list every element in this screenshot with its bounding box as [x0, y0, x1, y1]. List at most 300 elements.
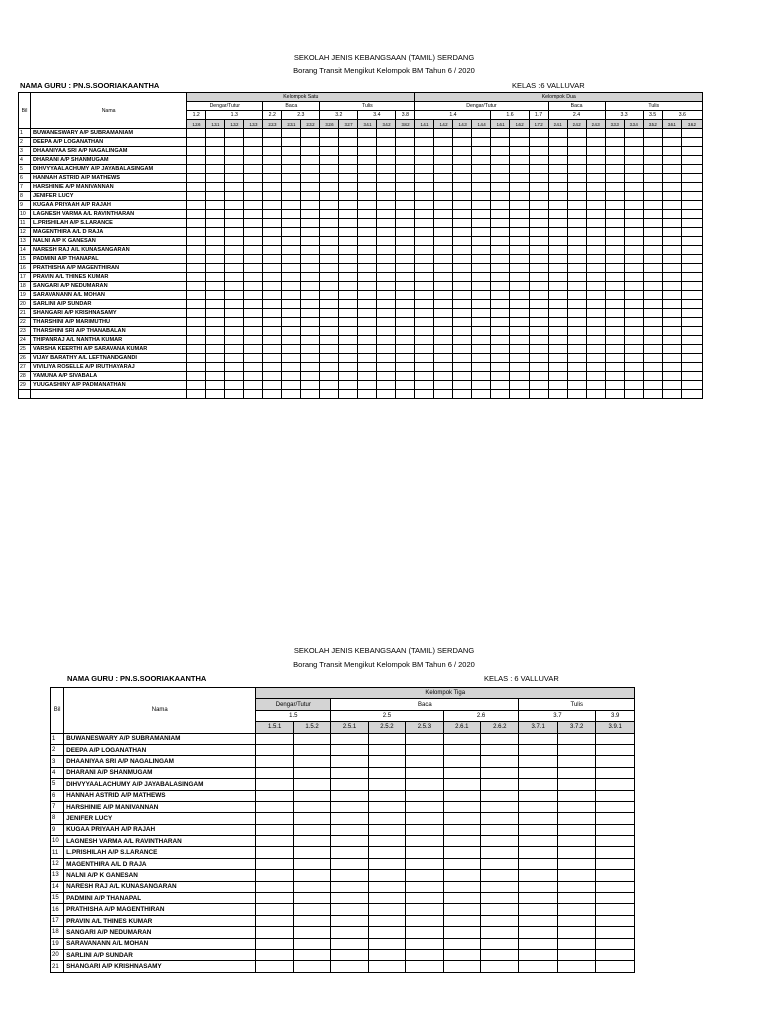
mark-cell[interactable] [681, 390, 702, 399]
mark-cell[interactable] [643, 183, 662, 192]
mark-cell[interactable] [368, 779, 405, 790]
mark-cell[interactable] [643, 273, 662, 282]
mark-cell[interactable] [662, 282, 681, 291]
mark-cell[interactable] [529, 246, 548, 255]
mark-cell[interactable] [662, 372, 681, 381]
mark-cell[interactable] [301, 174, 320, 183]
mark-cell[interactable] [358, 354, 377, 363]
mark-cell[interactable] [282, 201, 301, 210]
mark-cell[interactable] [293, 824, 330, 835]
mark-cell[interactable] [472, 264, 491, 273]
mark-cell[interactable] [491, 273, 510, 282]
mark-cell[interactable] [567, 372, 586, 381]
mark-cell[interactable] [282, 156, 301, 165]
mark-cell[interactable] [339, 300, 358, 309]
mark-cell[interactable] [331, 858, 368, 869]
mark-cell[interactable] [244, 228, 263, 237]
mark-cell[interactable] [225, 273, 244, 282]
mark-cell[interactable] [491, 318, 510, 327]
mark-cell[interactable] [453, 363, 472, 372]
mark-cell[interactable] [586, 345, 605, 354]
mark-cell[interactable] [377, 390, 396, 399]
mark-cell[interactable] [256, 813, 293, 824]
mark-cell[interactable] [567, 156, 586, 165]
mark-cell[interactable] [472, 156, 491, 165]
mark-cell[interactable] [453, 372, 472, 381]
mark-cell[interactable] [624, 300, 643, 309]
mark-cell[interactable] [339, 354, 358, 363]
mark-cell[interactable] [481, 790, 519, 801]
mark-cell[interactable] [548, 138, 567, 147]
mark-cell[interactable] [481, 801, 519, 812]
mark-cell[interactable] [263, 201, 282, 210]
mark-cell[interactable] [624, 255, 643, 264]
mark-cell[interactable] [605, 246, 624, 255]
mark-cell[interactable] [453, 192, 472, 201]
mark-cell[interactable] [282, 210, 301, 219]
mark-cell[interactable] [586, 309, 605, 318]
mark-cell[interactable] [293, 927, 330, 938]
mark-cell[interactable] [339, 282, 358, 291]
mark-cell[interactable] [187, 273, 206, 282]
mark-cell[interactable] [491, 183, 510, 192]
mark-cell[interactable] [643, 390, 662, 399]
mark-cell[interactable] [491, 327, 510, 336]
mark-cell[interactable] [481, 847, 519, 858]
mark-cell[interactable] [320, 192, 339, 201]
mark-cell[interactable] [567, 390, 586, 399]
mark-cell[interactable] [406, 767, 443, 778]
mark-cell[interactable] [406, 961, 443, 972]
mark-cell[interactable] [510, 264, 529, 273]
mark-cell[interactable] [339, 273, 358, 282]
mark-cell[interactable] [453, 282, 472, 291]
mark-cell[interactable] [624, 390, 643, 399]
mark-cell[interactable] [548, 300, 567, 309]
mark-cell[interactable] [206, 192, 225, 201]
mark-cell[interactable] [453, 210, 472, 219]
mark-cell[interactable] [206, 174, 225, 183]
mark-cell[interactable] [596, 927, 635, 938]
mark-cell[interactable] [263, 255, 282, 264]
mark-cell[interactable] [377, 354, 396, 363]
mark-cell[interactable] [415, 273, 434, 282]
mark-cell[interactable] [293, 870, 330, 881]
mark-cell[interactable] [443, 779, 480, 790]
mark-cell[interactable] [377, 255, 396, 264]
mark-cell[interactable] [415, 372, 434, 381]
mark-cell[interactable] [187, 282, 206, 291]
mark-cell[interactable] [301, 237, 320, 246]
mark-cell[interactable] [643, 255, 662, 264]
mark-cell[interactable] [339, 138, 358, 147]
mark-cell[interactable] [529, 318, 548, 327]
mark-cell[interactable] [586, 390, 605, 399]
mark-cell[interactable] [662, 165, 681, 174]
mark-cell[interactable] [225, 363, 244, 372]
mark-cell[interactable] [643, 237, 662, 246]
mark-cell[interactable] [301, 219, 320, 228]
mark-cell[interactable] [187, 201, 206, 210]
mark-cell[interactable] [443, 893, 480, 904]
mark-cell[interactable] [510, 165, 529, 174]
mark-cell[interactable] [282, 237, 301, 246]
mark-cell[interactable] [244, 264, 263, 273]
mark-cell[interactable] [244, 354, 263, 363]
mark-cell[interactable] [586, 264, 605, 273]
mark-cell[interactable] [339, 336, 358, 345]
mark-cell[interactable] [263, 237, 282, 246]
mark-cell[interactable] [481, 961, 519, 972]
mark-cell[interactable] [358, 327, 377, 336]
mark-cell[interactable] [331, 767, 368, 778]
mark-cell[interactable] [491, 300, 510, 309]
mark-cell[interactable] [586, 219, 605, 228]
mark-cell[interactable] [453, 174, 472, 183]
mark-cell[interactable] [510, 138, 529, 147]
mark-cell[interactable] [510, 246, 529, 255]
mark-cell[interactable] [225, 282, 244, 291]
mark-cell[interactable] [396, 273, 415, 282]
mark-cell[interactable] [301, 183, 320, 192]
mark-cell[interactable] [434, 327, 453, 336]
mark-cell[interactable] [643, 282, 662, 291]
mark-cell[interactable] [491, 129, 510, 138]
mark-cell[interactable] [331, 927, 368, 938]
mark-cell[interactable] [244, 237, 263, 246]
mark-cell[interactable] [624, 138, 643, 147]
mark-cell[interactable] [187, 345, 206, 354]
mark-cell[interactable] [434, 174, 453, 183]
mark-cell[interactable] [643, 381, 662, 390]
mark-cell[interactable] [206, 147, 225, 156]
mark-cell[interactable] [491, 246, 510, 255]
mark-cell[interactable] [472, 165, 491, 174]
mark-cell[interactable] [519, 779, 557, 790]
mark-cell[interactable] [244, 327, 263, 336]
mark-cell[interactable] [605, 300, 624, 309]
mark-cell[interactable] [548, 318, 567, 327]
mark-cell[interactable] [548, 309, 567, 318]
mark-cell[interactable] [377, 318, 396, 327]
mark-cell[interactable] [434, 282, 453, 291]
mark-cell[interactable] [263, 264, 282, 273]
mark-cell[interactable] [605, 345, 624, 354]
mark-cell[interactable] [443, 904, 480, 915]
mark-cell[interactable] [396, 255, 415, 264]
mark-cell[interactable] [443, 813, 480, 824]
mark-cell[interactable] [605, 228, 624, 237]
mark-cell[interactable] [206, 228, 225, 237]
mark-cell[interactable] [596, 904, 635, 915]
mark-cell[interactable] [301, 228, 320, 237]
mark-cell[interactable] [244, 174, 263, 183]
mark-cell[interactable] [244, 282, 263, 291]
mark-cell[interactable] [557, 767, 595, 778]
mark-cell[interactable] [519, 824, 557, 835]
mark-cell[interactable] [605, 381, 624, 390]
mark-cell[interactable] [406, 881, 443, 892]
mark-cell[interactable] [643, 264, 662, 273]
mark-cell[interactable] [368, 801, 405, 812]
mark-cell[interactable] [225, 228, 244, 237]
mark-cell[interactable] [187, 165, 206, 174]
mark-cell[interactable] [491, 228, 510, 237]
mark-cell[interactable] [434, 183, 453, 192]
mark-cell[interactable] [187, 336, 206, 345]
mark-cell[interactable] [282, 345, 301, 354]
mark-cell[interactable] [187, 264, 206, 273]
mark-cell[interactable] [282, 255, 301, 264]
mark-cell[interactable] [472, 201, 491, 210]
mark-cell[interactable] [415, 228, 434, 237]
mark-cell[interactable] [472, 381, 491, 390]
mark-cell[interactable] [225, 138, 244, 147]
mark-cell[interactable] [225, 246, 244, 255]
mark-cell[interactable] [256, 756, 293, 767]
mark-cell[interactable] [396, 336, 415, 345]
mark-cell[interactable] [206, 354, 225, 363]
mark-cell[interactable] [263, 345, 282, 354]
mark-cell[interactable] [681, 255, 702, 264]
mark-cell[interactable] [415, 282, 434, 291]
mark-cell[interactable] [263, 390, 282, 399]
mark-cell[interactable] [491, 264, 510, 273]
mark-cell[interactable] [662, 381, 681, 390]
mark-cell[interactable] [377, 309, 396, 318]
mark-cell[interactable] [529, 237, 548, 246]
mark-cell[interactable] [263, 300, 282, 309]
mark-cell[interactable] [453, 228, 472, 237]
mark-cell[interactable] [434, 273, 453, 282]
mark-cell[interactable] [320, 201, 339, 210]
mark-cell[interactable] [396, 192, 415, 201]
mark-cell[interactable] [662, 327, 681, 336]
mark-cell[interactable] [244, 345, 263, 354]
mark-cell[interactable] [368, 949, 405, 960]
mark-cell[interactable] [225, 390, 244, 399]
mark-cell[interactable] [320, 264, 339, 273]
mark-cell[interactable] [331, 881, 368, 892]
mark-cell[interactable] [491, 255, 510, 264]
mark-cell[interactable] [377, 129, 396, 138]
mark-cell[interactable] [596, 881, 635, 892]
mark-cell[interactable] [557, 961, 595, 972]
mark-cell[interactable] [187, 309, 206, 318]
mark-cell[interactable] [263, 309, 282, 318]
mark-cell[interactable] [396, 228, 415, 237]
mark-cell[interactable] [263, 273, 282, 282]
mark-cell[interactable] [187, 183, 206, 192]
mark-cell[interactable] [358, 300, 377, 309]
mark-cell[interactable] [557, 893, 595, 904]
mark-cell[interactable] [263, 381, 282, 390]
mark-cell[interactable] [643, 309, 662, 318]
mark-cell[interactable] [256, 893, 293, 904]
mark-cell[interactable] [256, 847, 293, 858]
mark-cell[interactable] [263, 282, 282, 291]
mark-cell[interactable] [225, 291, 244, 300]
mark-cell[interactable] [256, 779, 293, 790]
mark-cell[interactable] [406, 870, 443, 881]
mark-cell[interactable] [331, 836, 368, 847]
mark-cell[interactable] [368, 881, 405, 892]
mark-cell[interactable] [472, 327, 491, 336]
mark-cell[interactable] [662, 291, 681, 300]
mark-cell[interactable] [396, 210, 415, 219]
mark-cell[interactable] [567, 291, 586, 300]
mark-cell[interactable] [624, 327, 643, 336]
mark-cell[interactable] [225, 192, 244, 201]
mark-cell[interactable] [206, 300, 225, 309]
mark-cell[interactable] [320, 318, 339, 327]
mark-cell[interactable] [263, 147, 282, 156]
mark-cell[interactable] [282, 318, 301, 327]
mark-cell[interactable] [472, 228, 491, 237]
mark-cell[interactable] [282, 300, 301, 309]
mark-cell[interactable] [396, 138, 415, 147]
mark-cell[interactable] [481, 893, 519, 904]
mark-cell[interactable] [605, 138, 624, 147]
mark-cell[interactable] [586, 273, 605, 282]
mark-cell[interactable] [320, 282, 339, 291]
mark-cell[interactable] [358, 147, 377, 156]
mark-cell[interactable] [567, 282, 586, 291]
mark-cell[interactable] [377, 183, 396, 192]
mark-cell[interactable] [472, 363, 491, 372]
mark-cell[interactable] [396, 246, 415, 255]
mark-cell[interactable] [605, 165, 624, 174]
mark-cell[interactable] [225, 318, 244, 327]
mark-cell[interactable] [282, 363, 301, 372]
mark-cell[interactable] [293, 893, 330, 904]
mark-cell[interactable] [491, 345, 510, 354]
mark-cell[interactable] [681, 147, 702, 156]
mark-cell[interactable] [453, 246, 472, 255]
mark-cell[interactable] [377, 345, 396, 354]
mark-cell[interactable] [605, 354, 624, 363]
mark-cell[interactable] [557, 904, 595, 915]
mark-cell[interactable] [320, 363, 339, 372]
mark-cell[interactable] [662, 210, 681, 219]
mark-cell[interactable] [434, 147, 453, 156]
mark-cell[interactable] [301, 147, 320, 156]
mark-cell[interactable] [358, 183, 377, 192]
mark-cell[interactable] [301, 327, 320, 336]
mark-cell[interactable] [586, 282, 605, 291]
mark-cell[interactable] [624, 309, 643, 318]
mark-cell[interactable] [481, 824, 519, 835]
mark-cell[interactable] [605, 156, 624, 165]
mark-cell[interactable] [605, 264, 624, 273]
mark-cell[interactable] [225, 381, 244, 390]
mark-cell[interactable] [481, 915, 519, 926]
mark-cell[interactable] [339, 318, 358, 327]
mark-cell[interactable] [396, 327, 415, 336]
mark-cell[interactable] [624, 228, 643, 237]
mark-cell[interactable] [548, 192, 567, 201]
mark-cell[interactable] [453, 165, 472, 174]
mark-cell[interactable] [548, 129, 567, 138]
mark-cell[interactable] [331, 961, 368, 972]
mark-cell[interactable] [282, 246, 301, 255]
mark-cell[interactable] [491, 237, 510, 246]
mark-cell[interactable] [256, 938, 293, 949]
mark-cell[interactable] [434, 237, 453, 246]
mark-cell[interactable] [406, 790, 443, 801]
mark-cell[interactable] [396, 318, 415, 327]
mark-cell[interactable] [529, 390, 548, 399]
mark-cell[interactable] [406, 824, 443, 835]
mark-cell[interactable] [19, 390, 31, 399]
mark-cell[interactable] [567, 345, 586, 354]
mark-cell[interactable] [510, 210, 529, 219]
mark-cell[interactable] [586, 201, 605, 210]
mark-cell[interactable] [557, 756, 595, 767]
mark-cell[interactable] [31, 390, 187, 399]
mark-cell[interactable] [548, 246, 567, 255]
mark-cell[interactable] [586, 327, 605, 336]
mark-cell[interactable] [510, 183, 529, 192]
mark-cell[interactable] [586, 336, 605, 345]
mark-cell[interactable] [624, 174, 643, 183]
mark-cell[interactable] [406, 744, 443, 755]
mark-cell[interactable] [529, 300, 548, 309]
mark-cell[interactable] [301, 318, 320, 327]
mark-cell[interactable] [681, 183, 702, 192]
mark-cell[interactable] [256, 927, 293, 938]
mark-cell[interactable] [293, 858, 330, 869]
mark-cell[interactable] [358, 210, 377, 219]
mark-cell[interactable] [206, 219, 225, 228]
mark-cell[interactable] [339, 255, 358, 264]
mark-cell[interactable] [510, 237, 529, 246]
mark-cell[interactable] [529, 327, 548, 336]
mark-cell[interactable] [510, 228, 529, 237]
mark-cell[interactable] [643, 228, 662, 237]
mark-cell[interactable] [406, 938, 443, 949]
mark-cell[interactable] [529, 345, 548, 354]
mark-cell[interactable] [377, 363, 396, 372]
mark-cell[interactable] [377, 210, 396, 219]
mark-cell[interactable] [406, 779, 443, 790]
mark-cell[interactable] [301, 372, 320, 381]
mark-cell[interactable] [320, 354, 339, 363]
mark-cell[interactable] [472, 219, 491, 228]
mark-cell[interactable] [472, 174, 491, 183]
mark-cell[interactable] [331, 824, 368, 835]
mark-cell[interactable] [377, 264, 396, 273]
mark-cell[interactable] [529, 282, 548, 291]
mark-cell[interactable] [225, 156, 244, 165]
mark-cell[interactable] [256, 836, 293, 847]
mark-cell[interactable] [244, 336, 263, 345]
mark-cell[interactable] [263, 219, 282, 228]
mark-cell[interactable] [529, 381, 548, 390]
mark-cell[interactable] [244, 138, 263, 147]
mark-cell[interactable] [596, 938, 635, 949]
mark-cell[interactable] [206, 255, 225, 264]
mark-cell[interactable] [453, 219, 472, 228]
mark-cell[interactable] [567, 309, 586, 318]
mark-cell[interactable] [244, 372, 263, 381]
mark-cell[interactable] [244, 381, 263, 390]
mark-cell[interactable] [415, 390, 434, 399]
mark-cell[interactable] [434, 255, 453, 264]
mark-cell[interactable] [443, 949, 480, 960]
mark-cell[interactable] [519, 756, 557, 767]
mark-cell[interactable] [472, 273, 491, 282]
